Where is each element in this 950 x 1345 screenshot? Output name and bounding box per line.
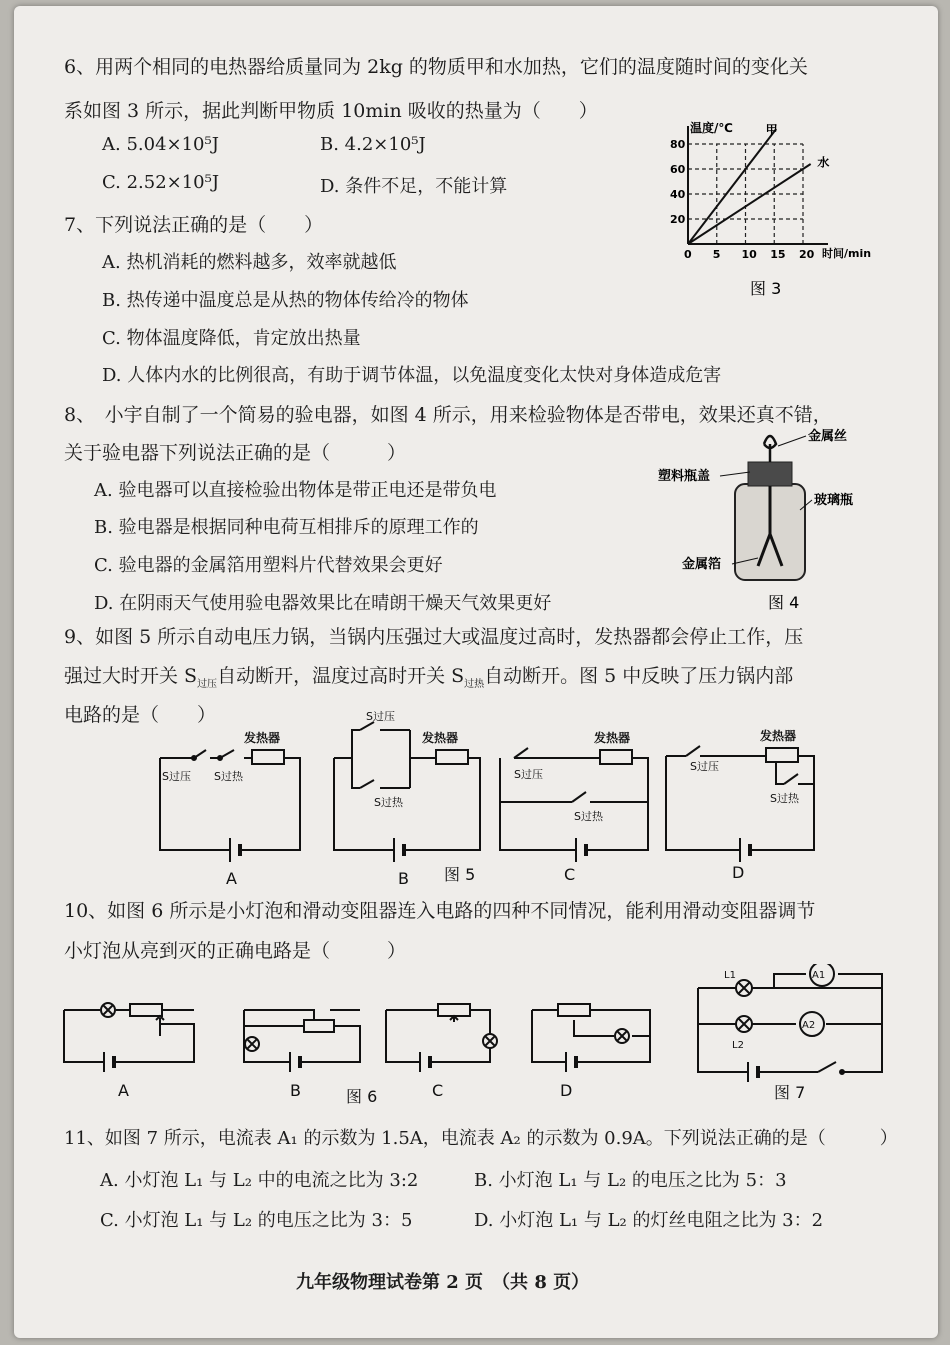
fig7-caption: 图 7 (774, 1083, 806, 1102)
lamp-l1-label: L1 (724, 970, 736, 981)
svg-text:S过热: S过热 (574, 810, 603, 823)
q6-line1: 6、用两个相同的电热器给质量同为 2kg 的物质甲和水加热，它们的温度随时间的变化关 (64, 56, 808, 78)
q8-line1: 8、 小宇自制了一个简易的验电器，如图 4 所示，用来检验物体是否带电，效果还真不错， (64, 404, 832, 426)
x-tick-label: 5 (712, 248, 721, 261)
circuit-5a (160, 730, 300, 886)
circuit-5b (334, 709, 480, 886)
ammeter-a1: A1 (812, 970, 826, 981)
fig3-caption: 图 3 (750, 279, 782, 298)
svg-text:D: D (560, 1081, 573, 1100)
x-tick-label: 10 (741, 248, 757, 261)
fig4-caption: 图 4 (768, 593, 800, 612)
q7-option-c: C. 物体温度降低，肯定放出热量 (102, 328, 361, 349)
series-label-water: 水 (817, 155, 830, 170)
svg-text:D: D (732, 863, 745, 882)
page-footer: 九年级物理试卷第 2 页 （共 8 页） (296, 1272, 590, 1293)
q8-option-d: D. 在阴雨天气使用验电器效果比在晴朗干燥天气效果更好 (94, 593, 552, 614)
q6-option-b: B. 4.2×10⁵J (320, 134, 426, 155)
x-tick-label: 0 (684, 248, 692, 261)
q7-option-a: A. 热机消耗的燃料越多，效率就越低 (102, 252, 397, 273)
svg-text:C: C (432, 1081, 444, 1100)
q11-option-c: C. 小灯泡 L₁ 与 L₂ 的电压之比为 3：5 (100, 1210, 413, 1231)
fig4-electroscope (650, 424, 900, 616)
x-tick-label: 20 (799, 248, 815, 261)
q8-option-b: B. 验电器是根据同种电荷互相排斥的原理工作的 (94, 517, 479, 538)
series-line-jia (688, 129, 776, 244)
circuit-6c (386, 1004, 497, 1100)
metal-wire-shape (764, 436, 776, 462)
circuit-5c (500, 730, 648, 884)
fig3-chart (650, 118, 890, 308)
svg-text:发热器: 发热器 (594, 731, 631, 745)
fig5-circuits (144, 708, 824, 886)
circuit-6b (244, 1010, 377, 1106)
y-tick-label: 80 (670, 138, 686, 151)
ammeter-a2: A2 (802, 1020, 816, 1031)
label-metal-wire: 金属丝 (808, 429, 848, 444)
svg-text:发热器: 发热器 (244, 731, 281, 745)
svg-text:B: B (290, 1081, 301, 1100)
q10-line2: 小灯泡从亮到灭的正确电路是（ ） (64, 940, 407, 962)
svg-text:发热器: 发热器 (760, 729, 797, 743)
svg-text:发热器: 发热器 (422, 731, 459, 745)
lamp-l2-label: L2 (732, 1040, 744, 1051)
y-tick-label: 40 (670, 188, 686, 201)
q8-option-a: A. 验电器可以直接检验出物体是带正电还是带负电 (94, 480, 497, 501)
fig6-caption: 图 6 (346, 1087, 378, 1106)
fig5-caption: 图 5 (444, 865, 476, 884)
q8-option-c: C. 验电器的金属箔用塑料片代替效果会更好 (94, 555, 443, 576)
q6-option-c: C. 2.52×10⁵J (102, 172, 220, 193)
series-label-jia: 甲 (765, 123, 778, 137)
circuit-5d (666, 728, 814, 882)
q11-option-d: D. 小灯泡 L₁ 与 L₂ 的灯丝电阻之比为 3：2 (474, 1210, 824, 1231)
svg-text:S过压: S过压 (514, 768, 543, 781)
svg-text:A: A (118, 1081, 129, 1100)
label-glass-bottle: 玻璃瓶 (814, 493, 854, 508)
fig6-circuits (54, 986, 674, 1108)
svg-text:S过压: S过压 (162, 770, 191, 783)
q7-option-b: B. 热传递中温度总是从热的物体传给冷的物体 (102, 290, 469, 311)
circuit-6d (532, 1004, 650, 1100)
chart-xlabel: 时间/min (822, 247, 872, 260)
q11-option-a: A. 小灯泡 L₁ 与 L₂ 中的电流之比为 3:2 (100, 1170, 419, 1191)
svg-text:S过热: S过热 (374, 796, 403, 809)
svg-text:A: A (226, 869, 237, 886)
q9-line1: 9、如图 5 所示自动电压力锅，当锅内压强过大或温度过高时，发热器都会停止工作，压 (64, 626, 804, 648)
q6-line2: 系如图 3 所示，据此判断甲物质 10min 吸收的热量为（ ） (64, 100, 598, 122)
q11-stem: 11、如图 7 所示，电流表 A₁ 的示数为 1.5A，电流表 A₂ 的示数为 0.9A。下列说法正确的是（ ） (64, 1128, 898, 1149)
q8-line2: 关于验电器下列说法正确的是（ ） (64, 442, 407, 464)
svg-text:C: C (564, 865, 576, 884)
q10-line1: 10、如图 6 所示是小灯泡和滑动变阻器连入电路的四种不同情况，能利用滑动变阻器调节 (64, 900, 816, 922)
x-tick-label: 15 (770, 248, 786, 261)
label-metal-foil: 金属箔 (682, 557, 722, 572)
svg-text:S过热: S过热 (214, 770, 243, 783)
q7-option-d: D. 人体内水的比例很高，有助于调节体温，以免温度变化太快对身体造成危害 (102, 365, 722, 386)
svg-text:S过压: S过压 (690, 760, 719, 773)
q6-option-a: A. 5.04×10⁵J (102, 134, 219, 155)
q9-line3: 电路的是（ ） (64, 704, 217, 726)
svg-text:S过热: S过热 (770, 792, 799, 805)
q9-line2: 强过大时开关 $S_{过压}$自动断开，温度过高时开关 $S_{过热}$自动断开。图 5 中反映了压力锅内部 (64, 665, 794, 690)
fig7-circuit (686, 964, 892, 1104)
q7-stem: 7、下列说法正确的是（ ） (64, 214, 324, 236)
svg-text:S过压: S过压 (366, 710, 395, 723)
chart-ylabel: 温度/℃ (690, 121, 733, 135)
q6-option-d: D. 条件不足，不能计算 (320, 176, 508, 197)
q11-option-b: B. 小灯泡 L₁ 与 L₂ 的电压之比为 5：3 (474, 1170, 787, 1191)
label-plastic-cap: 塑料瓶盖 (658, 469, 711, 484)
chart-grid (688, 144, 803, 244)
chart-series (688, 123, 829, 244)
exam-page (14, 6, 938, 1338)
y-tick-label: 20 (670, 213, 686, 226)
series-line-water (688, 164, 811, 244)
circuit-6a (64, 1003, 194, 1100)
svg-text:B: B (398, 869, 409, 886)
plastic-cap-shape (748, 462, 792, 486)
y-tick-label: 60 (670, 163, 686, 176)
